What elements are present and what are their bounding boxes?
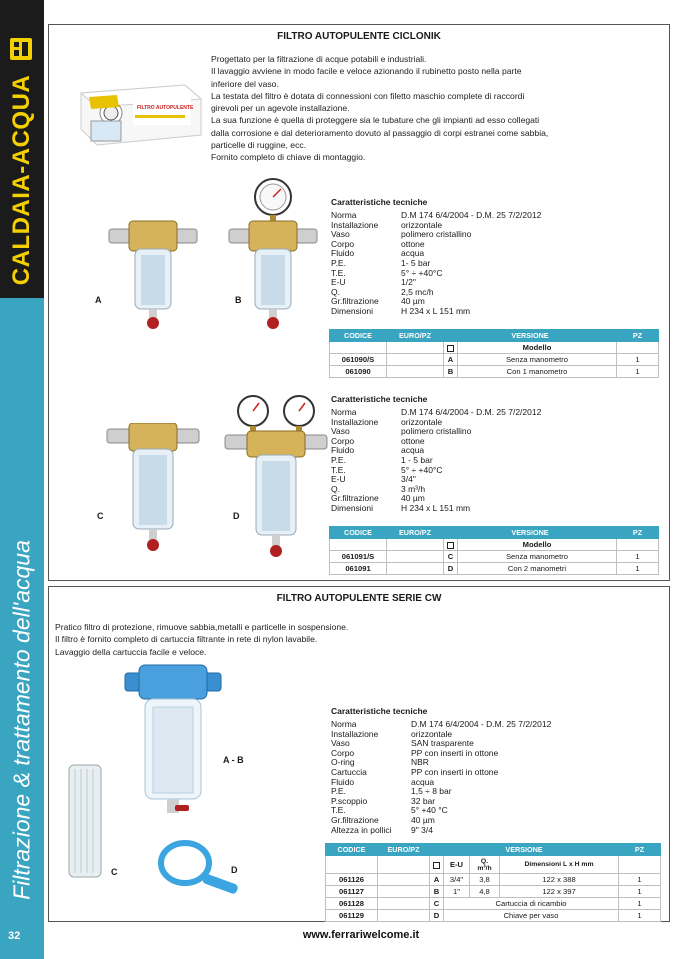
- eu-cell: 1": [444, 886, 470, 898]
- eu-cell: 3/4": [444, 874, 470, 886]
- spec-value: D.M 174 6/4/2004 - D.M. 25 7/2/2012: [411, 719, 552, 729]
- dim-cell: 122 x 397: [500, 886, 619, 898]
- model-letter: C: [444, 551, 458, 563]
- table-row: [326, 910, 661, 922]
- dim-subheader: Dimensioni L x H mm: [500, 856, 619, 874]
- key-d-label: D: [231, 865, 238, 875]
- price-cell: [378, 898, 430, 910]
- spec-value: 5° ÷ +40°C: [401, 464, 443, 475]
- empty-cell: [387, 539, 444, 551]
- spec-key: Q.: [331, 286, 340, 297]
- price-cell: [387, 366, 444, 378]
- spec-key: Norma: [331, 210, 357, 220]
- product-code: 061090: [330, 366, 387, 378]
- col-header: PZ: [617, 527, 659, 539]
- cw-order-table: [325, 843, 661, 922]
- filter-a-label: A: [95, 295, 102, 305]
- spec-key: Gr.filtrazione: [331, 814, 379, 825]
- sidebar-brand-title: CALDAIA-ACQUA: [8, 74, 35, 286]
- desc-line: dalla corrosione e dal deterioramento dovuto al passaggio di corpi estranei come sabbia,: [211, 127, 549, 138]
- spec-value: H 234 x L 151 mm: [401, 305, 471, 316]
- spec-value: NBR: [411, 757, 429, 768]
- filter-d-label: D: [233, 511, 240, 521]
- order-table-1: [329, 329, 659, 378]
- spec-key: Fluido: [331, 248, 355, 259]
- price-cell: [378, 910, 430, 922]
- version-cell: Con 2 manometri: [458, 563, 617, 575]
- empty-cell: [619, 856, 661, 874]
- spec-value: 1,5 ÷ 8 bar: [411, 786, 452, 797]
- price-cell: [387, 563, 444, 575]
- ciclonik-product-box: [48, 24, 670, 581]
- filter-a-image: [105, 215, 201, 335]
- sidebar-section-title: Filtrazione & trattamento dell'acqua: [8, 540, 35, 900]
- version-cell: Senza manometro: [458, 551, 617, 563]
- spec-key: Vaso: [331, 738, 350, 749]
- spec-value: 40 µm: [411, 814, 435, 825]
- col-header: PZ: [617, 330, 659, 342]
- q-cell: 4,8: [470, 886, 500, 898]
- spec-key: P.E.: [331, 257, 346, 268]
- spec-value: PP con inserti in ottone: [411, 766, 499, 777]
- checkbox-icon: [444, 342, 458, 354]
- cw-description: [55, 621, 555, 658]
- empty-cell: [617, 342, 659, 354]
- product-code: 061128: [326, 898, 378, 910]
- spec-key: P.scoppio: [331, 795, 368, 806]
- spec-value: ottone: [401, 238, 425, 249]
- price-cell: [387, 551, 444, 563]
- spec-list-1: [331, 211, 541, 317]
- qty-cell: 1: [619, 874, 661, 886]
- price-cell: [378, 886, 430, 898]
- cw-spec-title: Caratteristiche tecniche: [331, 706, 428, 716]
- cartridge-image: [67, 763, 103, 879]
- spec-value: D.M 174 6/4/2004 - D.M. 25 7/2/2012: [401, 407, 542, 417]
- table-row: [330, 354, 659, 366]
- cw-product-box: [48, 586, 670, 922]
- table-row: [330, 563, 659, 575]
- filter-c-image: [105, 423, 201, 573]
- table-row: [330, 366, 659, 378]
- spec-key: Installazione: [331, 219, 379, 230]
- spec-value: acqua: [401, 248, 425, 259]
- spec-key: P.E.: [331, 454, 346, 465]
- desc-line: La sua funzione è quella di proteggere sia le tubature che gli impianti ad esso collegati: [211, 115, 540, 126]
- product-code: 061091/S: [330, 551, 387, 563]
- brand-logo-icon: [7, 34, 37, 64]
- col-header: VERSIONE: [430, 844, 619, 856]
- table-row: [326, 874, 661, 886]
- desc-line: Pratico filtro di protezione, rimuove sabbia,metalli e particelle in sospensione.: [55, 622, 349, 632]
- spec-value: SAN trasparente: [411, 738, 474, 749]
- ciclonik-description: [211, 53, 661, 164]
- spec-key: Cartuccia: [331, 766, 367, 777]
- footer-url[interactable]: www.ferrariwelcome.it: [302, 929, 420, 941]
- model-letter: C: [430, 898, 444, 910]
- qty-cell: 1: [619, 910, 661, 922]
- order-table-2: [329, 526, 659, 575]
- spec-key: P.E.: [331, 786, 346, 797]
- spec-list-2: [331, 408, 541, 514]
- spec-value: 40 µm: [401, 493, 425, 504]
- spec-key: Dimensioni: [331, 305, 374, 316]
- table-row: [330, 551, 659, 563]
- col-header: VERSIONE: [444, 330, 617, 342]
- spec-value: 40 µm: [401, 296, 425, 307]
- model-letter: D: [430, 910, 444, 922]
- empty-cell: [378, 856, 430, 874]
- spec-value: acqua: [411, 776, 435, 787]
- spec-value: 1 - 5 bar: [401, 454, 433, 465]
- spec-value: acqua: [401, 445, 425, 456]
- cw-spec-list: [331, 720, 551, 835]
- filter-ab-label: A - B: [223, 755, 244, 765]
- spec-value: D.M 174 6/4/2004 - D.M. 25 7/2/2012: [401, 210, 542, 220]
- table-row: [326, 886, 661, 898]
- model-letter: B: [430, 886, 444, 898]
- spec-value: ottone: [401, 435, 425, 446]
- desc-line: Il lavaggio avviene in modo facile e veloce azionando il rubinetto posto nella parte: [211, 66, 522, 77]
- spec-title-2: Caratteristiche tecniche: [331, 394, 428, 404]
- filter-b-label: B: [235, 295, 242, 305]
- col-header: EURO/PZ: [378, 844, 430, 856]
- spec-value: 32 bar: [411, 795, 436, 806]
- spec-key: Corpo: [331, 747, 355, 758]
- version-cell: Con 1 manometro: [458, 366, 617, 378]
- col-header: EURO/PZ: [387, 330, 444, 342]
- empty-cell: [387, 342, 444, 354]
- spec-key: E-U: [331, 474, 346, 485]
- model-letter: B: [444, 366, 458, 378]
- spec-value: orizzontale: [401, 416, 443, 427]
- desc-line: Progettato per la filtrazione di acque potabili e industriali.: [211, 54, 427, 64]
- version-cell: Cartuccia di ricambio: [444, 898, 619, 910]
- desc-line: particelle di ruggine, ecc.: [211, 140, 307, 151]
- spec-value: 1/2": [401, 277, 416, 288]
- filter-d-image: [221, 393, 331, 573]
- model-letter: D: [444, 563, 458, 575]
- price-cell: [378, 874, 430, 886]
- checkbox-icon: [430, 856, 444, 874]
- spec-key: Fluido: [331, 776, 355, 787]
- spec-key: T.E.: [331, 805, 346, 816]
- qty-cell: 1: [617, 366, 659, 378]
- model-letter: A: [430, 874, 444, 886]
- spec-value: 5° +40 °C: [411, 805, 448, 816]
- spec-key: Norma: [331, 407, 357, 417]
- spec-key: T.E.: [331, 267, 346, 278]
- cartridge-c-label: C: [111, 867, 118, 877]
- qty-cell: 1: [619, 898, 661, 910]
- qty-cell: 1: [617, 551, 659, 563]
- spec-key: O-ring: [331, 757, 355, 768]
- spec-key: Vaso: [331, 229, 350, 240]
- desc-line: Fornito completo di chiave di montaggio.: [211, 152, 366, 163]
- qty-cell: 1: [617, 563, 659, 575]
- product-code: 061126: [326, 874, 378, 886]
- filter-b-image: [225, 175, 321, 335]
- checkbox-icon: [444, 539, 458, 551]
- empty-cell: [617, 539, 659, 551]
- model-subheader: Modello: [458, 342, 617, 354]
- col-header: CODICE: [330, 330, 387, 342]
- product-code: 061129: [326, 910, 378, 922]
- empty-cell: [330, 342, 387, 354]
- empty-cell: [326, 856, 378, 874]
- eu-subheader: E-U: [444, 856, 470, 874]
- product-code: 061127: [326, 886, 378, 898]
- spec-value: polimero cristallino: [401, 426, 472, 437]
- spec-value: H 234 x L 151 mm: [401, 502, 471, 513]
- spec-value: 3/4": [401, 474, 416, 485]
- product-code: 061090/S: [330, 354, 387, 366]
- spec-value: orizzontale: [401, 219, 443, 230]
- spec-key: Dimensioni: [331, 502, 374, 513]
- desc-line: inferiore del vaso.: [211, 78, 279, 89]
- dim-cell: 122 x 388: [500, 874, 619, 886]
- product-package-image: [75, 77, 205, 152]
- spec-key: Q.: [331, 483, 340, 494]
- spec-key: Altezza in pollici: [331, 824, 392, 835]
- filter-c-label: C: [97, 511, 104, 521]
- ciclonik-title: FILTRO AUTOPULENTE CICLONIK: [277, 31, 441, 42]
- qty-cell: 1: [619, 886, 661, 898]
- spec-value: polimero cristallino: [401, 229, 472, 240]
- spec-key: Fluido: [331, 445, 355, 456]
- version-cell: Chiave per vaso: [444, 910, 619, 922]
- desc-line: La testata del filtro è dotata di connessioni con filetto maschio complete di raccordi: [211, 90, 525, 101]
- spec-value: 9" 3/4: [411, 824, 433, 835]
- table-row: [326, 898, 661, 910]
- col-header: PZ: [619, 844, 661, 856]
- q-subheader: Q. m³/h: [470, 856, 500, 874]
- spec-key: Gr.filtrazione: [331, 493, 379, 504]
- spec-value: 1- 5 bar: [401, 257, 431, 268]
- desc-line: Lavaggio della cartuccia facile e veloce.: [55, 646, 207, 657]
- page-number: 32: [8, 930, 21, 942]
- spec-key: E-U: [331, 277, 346, 288]
- spec-key: Installazione: [331, 416, 379, 427]
- empty-cell: [330, 539, 387, 551]
- spec-value: 3 m³/h: [401, 483, 426, 494]
- spec-key: Corpo: [331, 435, 355, 446]
- price-cell: [387, 354, 444, 366]
- col-header: EURO/PZ: [387, 527, 444, 539]
- desc-line: girevoli per un agevole installazione.: [211, 103, 350, 114]
- cw-title: FILTRO AUTOPULENTE SERIE CW: [276, 593, 442, 604]
- desc-line: Il filtro è fornito completo di cartuccia filtrante in rete di nylon lavabile.: [55, 634, 318, 645]
- product-code: 061091: [330, 563, 387, 575]
- spec-value: PP con inserti in ottone: [411, 747, 499, 758]
- qty-cell: 1: [617, 354, 659, 366]
- col-header: VERSIONE: [444, 527, 617, 539]
- version-cell: Senza manometro: [458, 354, 617, 366]
- spec-value: orizzontale: [411, 728, 453, 739]
- svg-text:FILTRO AUTOPULENTE: FILTRO AUTOPULENTE: [137, 105, 194, 111]
- spec-key: Gr.filtrazione: [331, 296, 379, 307]
- spec-title-1: Caratteristiche tecniche: [331, 197, 428, 207]
- spec-key: Norma: [331, 719, 357, 729]
- spec-key: Vaso: [331, 426, 350, 437]
- model-subheader: Modello: [458, 539, 617, 551]
- col-header: CODICE: [330, 527, 387, 539]
- spec-value: 5° ÷ +40°C: [401, 267, 443, 278]
- spec-value: 2,5 mc/h: [401, 286, 434, 297]
- spec-key: T.E.: [331, 464, 346, 475]
- col-header: CODICE: [326, 844, 378, 856]
- spec-key: Installazione: [331, 728, 379, 739]
- q-cell: 3,8: [470, 874, 500, 886]
- model-letter: A: [444, 354, 458, 366]
- filter-cw-image: [123, 663, 223, 839]
- spec-key: Corpo: [331, 238, 355, 249]
